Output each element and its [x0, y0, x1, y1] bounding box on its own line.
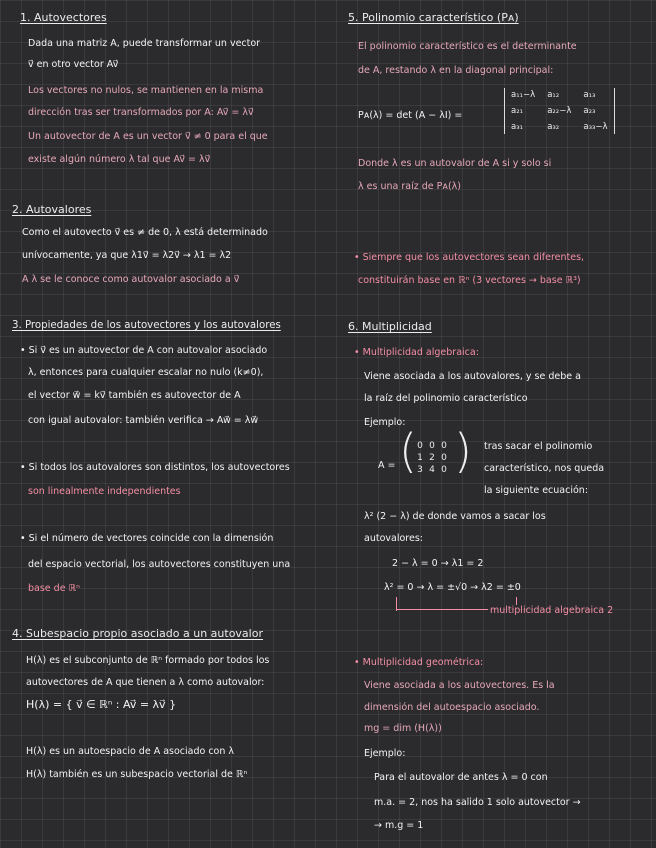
s6-result-line-3: la siguiente ecuación: [484, 485, 589, 496]
s6-example-1-label: Ejemplo: [364, 417, 406, 428]
matrix-entry: a₁₃ [583, 90, 596, 100]
s6-example-matrix [414, 441, 450, 475]
matrix-entry: 0 [429, 441, 435, 451]
s4-line-3: H(λ) = { v⃗ ∈ ℝⁿ : Av⃗ = λv⃗ } [26, 698, 177, 711]
matrix-entry: 3 [417, 465, 423, 475]
s3-bullet-2-line-2: son linealmente independientes [28, 486, 181, 497]
s3-bullet-3-line-2: del espacio vectorial, los autovectores constituyen una [28, 559, 291, 570]
section-1-title: 1. Autovectores [20, 11, 107, 24]
matrix-left-paren: ( [399, 424, 417, 478]
s1-line-4: dirección tras ser transformados por A: Av⃗ = λv⃗ [28, 107, 254, 118]
s5-determinant-matrix [504, 88, 615, 134]
s3-bullet-1-line-3: el vector w⃗ = kv⃗ también es autovector de A [28, 390, 241, 401]
matrix-entry: a₂₃ [583, 106, 596, 116]
s6-geo-line-1: Viene asociada a los autovectores. Es la [364, 680, 555, 691]
matrix-entry: a₂₂−λ [547, 106, 572, 116]
s1-line-3: Los vectores no nulos, se mantienen en la misma [28, 85, 264, 96]
s3-bullet-3-line-3: base de ℝⁿ [28, 583, 80, 594]
s6-matrix-label: A = [378, 460, 396, 471]
s1-line-6: existe algún número λ tal que Av⃗ = λv⃗ [28, 154, 211, 165]
s3-bullet-3-line-1: • Si el número de vectores coincide con la dimensión [20, 533, 274, 544]
section-5-title: 5. Polinomio característico (Pᴀ) [348, 11, 519, 24]
s5-line-3: Donde λ es un autovalor de A si y solo si [358, 158, 552, 169]
s3-bullet-1-line-4: con igual autovalor: también verifica → Aw⃗ = λw⃗ [28, 415, 259, 426]
s6-equation-2: autovalores: [364, 533, 423, 544]
s6-equation-1: λ² (2 − λ) de donde vamos a sacar los [364, 511, 546, 522]
section-3-title: 3. Propiedades de los autovectores y los autovalores [12, 320, 281, 331]
matrix-entry: a₃₃−λ [583, 122, 608, 132]
s5-line-4: λ es una raíz de Pᴀ(λ) [358, 181, 461, 192]
s5-line-2: de A, restando λ en la diagonal principal: [358, 65, 554, 76]
matrix-entry: a₃₂ [547, 122, 560, 132]
s6-example-2-label: Ejemplo: [364, 748, 406, 759]
s1-line-5: Un autovector de A es un vector v⃗ ≠ 0 para el que [28, 131, 268, 142]
s4-line-1: H(λ) es el subconjunto de ℝⁿ formado por todos los [26, 655, 270, 666]
s2-line-3: A λ se le conoce como autovalor asociado a v⃗ [22, 274, 240, 285]
matrix-entry: 0 [441, 465, 447, 475]
matrix-entry: 0 [441, 441, 447, 451]
s6-algebraic-multiplicity-note: multiplicidad algebraica 2 [490, 605, 614, 616]
s5-note-1: • Siempre que los autovectores sean diferentes, [354, 252, 585, 263]
s6-alg-line-1: Viene asociada a los autovalores, y se debe a [364, 371, 581, 382]
s5-formula: Pᴀ(λ) = det (A − λI) = [358, 110, 463, 121]
matrix-entry: 0 [417, 441, 423, 451]
s6-geo-line-4: Para el autovalor de antes λ = 0 con [374, 772, 548, 783]
section-6-title: 6. Multiplicidad [348, 320, 432, 333]
s5-note-2: constituirán base en ℝⁿ (3 vectores → base ℝ³) [358, 275, 581, 286]
s2-line-2: unívocamente, ya que λ1v⃗ = λ2v⃗ → λ1 = λ2 [22, 250, 232, 261]
matrix-right-paren: ) [454, 424, 472, 478]
s5-line-1: El polinomio característico es el determinante [358, 41, 577, 52]
s1-line-2: v⃗ en otro vector Av⃗ [28, 59, 119, 70]
section-2-title: 2. Autovalores [12, 203, 92, 216]
right-column [344, 0, 648, 848]
matrix-entry: 2 [429, 453, 435, 463]
s6-algebraic-title: • Multiplicidad algebraica: [354, 347, 479, 358]
s6-geo-line-5: m.a. = 2, nos ha salido 1 solo autovector → [374, 797, 581, 808]
s6-equation-4: λ² = 0 → λ = ±√0 → λ2 = ±0 [384, 582, 521, 593]
left-column [12, 0, 334, 848]
s6-equation-3: 2 − λ = 0 → λ1 = 2 [392, 558, 484, 569]
matrix-entry: 0 [441, 453, 447, 463]
matrix-entry: 1 [417, 453, 423, 463]
s3-bullet-2-line-1: • Si todos los autovalores son distintos, los autovectores [20, 462, 290, 473]
s6-geo-line-2: dimensión del autoespacio asociado. [364, 702, 540, 713]
s3-bullet-1-line-1: • Si v⃗ es un autovector de A con autovalor asociado [20, 345, 268, 356]
matrix-entry: a₂₁ [511, 106, 524, 116]
s6-geo-line-6: → m.g = 1 [374, 820, 424, 831]
section-4-title: 4. Subespacio propio asociado a un autovalor [12, 627, 263, 640]
s1-line-1: Dada una matriz A, puede transformar un vector [28, 38, 261, 49]
s6-result-line-1: tras sacar el polinomio [484, 441, 593, 452]
annotation-connector [396, 609, 488, 610]
s2-line-1: Como el autovecto v⃗ es ≠ de 0, λ está determinado [22, 227, 268, 238]
s6-geometric-title: • Multiplicidad geométrica: [354, 657, 484, 668]
s6-result-line-2: característico, nos queda [484, 463, 605, 474]
s3-bullet-1-line-2: λ, entonces para cualquier escalar no nulo (k≠0), [28, 367, 264, 378]
s4-line-5: H(λ) también es un subespacio vectorial de ℝⁿ [26, 769, 248, 780]
s4-line-4: H(λ) es un autoespacio de A asociado con λ [26, 746, 235, 757]
s6-geo-line-3: mg = dim (H(λ)) [364, 723, 442, 734]
matrix-entry: 4 [429, 465, 435, 475]
matrix-entry: a₁₁−λ [511, 90, 536, 100]
s4-line-2: autovectores de A que tienen a λ como autovalor: [26, 677, 265, 688]
matrix-entry: a₁₂ [547, 90, 560, 100]
s6-alg-line-2: la raíz del polinomio característico [364, 393, 528, 404]
matrix-entry: a₃₁ [511, 122, 524, 132]
